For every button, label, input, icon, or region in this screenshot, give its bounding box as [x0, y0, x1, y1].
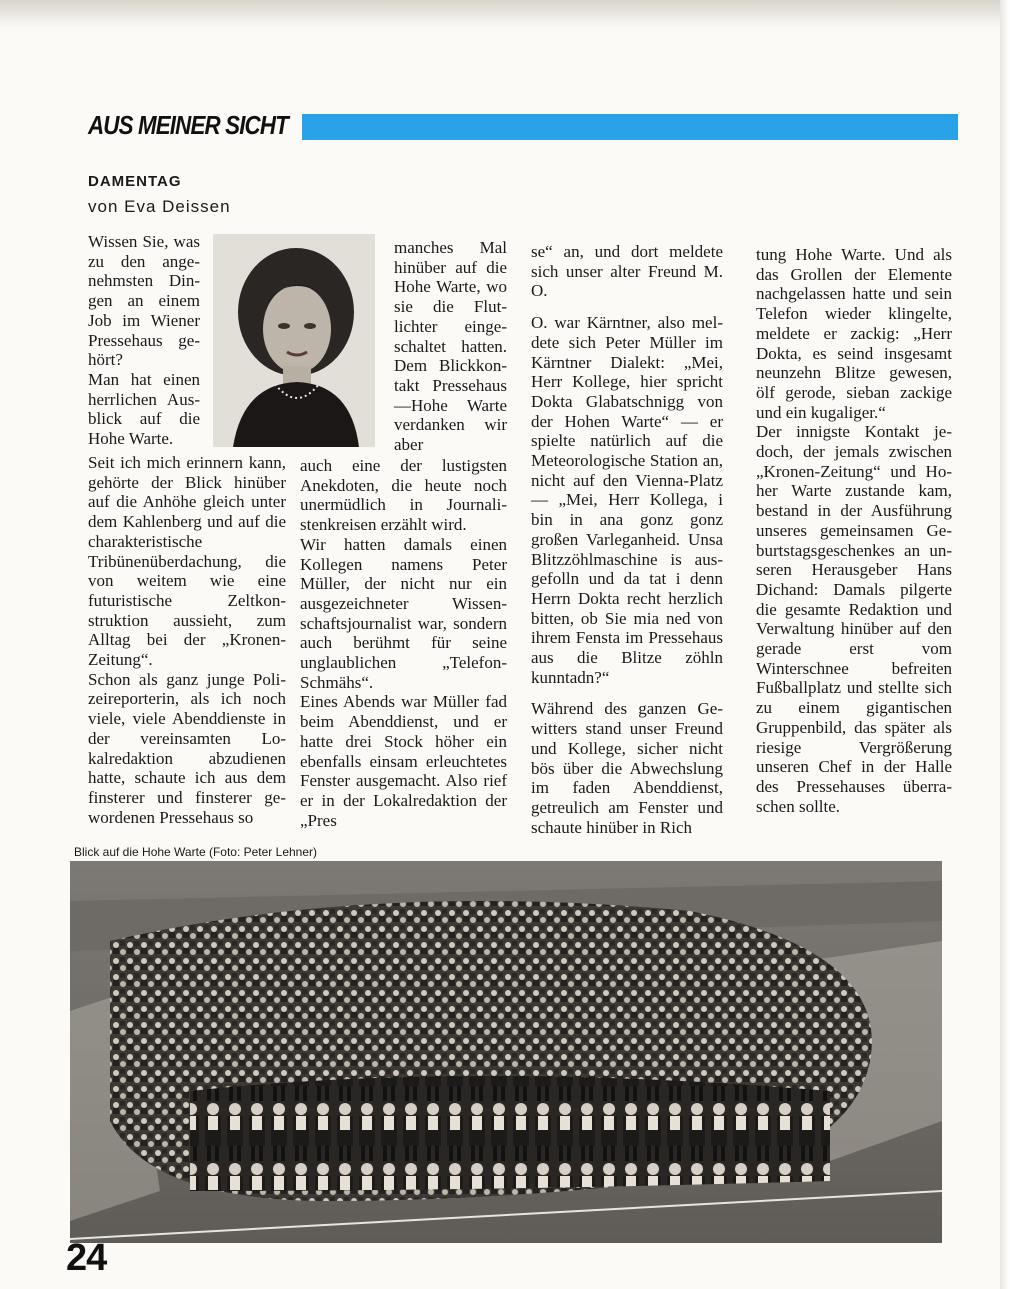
page-edge: [1000, 0, 1010, 1289]
paragraph: manches Mal hinüber auf die Hohe Warte, wo sie die Flutlichter eingeschaltet hatten. Dem Blickkontakt Pressehaus—Hohe Warte verdanken wir aber: [394, 238, 507, 455]
page-top-shadow: [0, 0, 1000, 28]
paragraph: Schon als ganz junge Polizeireporterin, als ich noch viele, viele Abenddienste in der vereinsamten Lokalredaktion abzudienen hatte, schaute ich aus dem finsterer und finsterer gewordenen Pressehaus so: [88, 669, 286, 827]
paragraph: tung Hohe Warte. Und als das Grollen der Elemente nachgelassen hatte und sein Telefon wieder klingelte, meldete er zackig: „Herr Dokta, es seind insgesamt neunzehn Blitze gewesen, ölf gerode, sieban zackige und ein kugaliger.“: [756, 245, 952, 422]
section-accent-bar: [302, 114, 958, 140]
paragraph: auch eine der lustigsten Anekdoten, die heute noch unermüdlich in Journalistenkreisen erzählt wird.: [300, 456, 507, 535]
paragraph: Der innigste Kontakt jedoch, der jemals zwischen „Kronen-Zeitung“ und Hoher Warte zustande kam, bestand in der Ausführung unseres gemeinsamen Geburtstagsgeschenkes an unseren Herausgeber Hans Dichand: Damals pilgerte die gesamte Redaktion und Verwaltung hinüber auf den gerade erst vom Winterschnee befreiten Fußballplatz und stellte sich zu einem gigantischen Gruppenbild, das später als riesige Vergrößerung unseren Chef in der Halle des Pressehauses überraschen sollte.: [756, 422, 952, 816]
group-photo-image: [70, 861, 942, 1243]
paragraph: Man hat einen herrlichen Ausblick auf die Hohe Warte.: [88, 369, 200, 449]
column-2-bottom: [300, 456, 507, 830]
portrait-image: [213, 234, 375, 447]
group-photo: [70, 861, 942, 1243]
paragraph: Wir hatten damals einen Kollegen namens Peter Müller, der nicht nur ein ausgezeichneter Wissenschaftsjournalist war, sondern auch berühmt für seine unglaublichen „Telefon-Schmähs“.: [300, 534, 507, 692]
paragraph: se“ an, und dort meldete sich unser alter Freund M. O.: [531, 242, 723, 301]
column-4: [756, 245, 952, 816]
section-header: [88, 108, 958, 148]
article-kicker: DAMENTAG: [88, 173, 182, 190]
column-1-bottom: [88, 453, 286, 827]
paragraph: Wissen Sie, was zu den angenehmsten Dingen an einem Job im Wiener Pressehaus gehört?: [88, 232, 200, 370]
paragraph: O. war Kärntner, also meldete sich Peter Müller im Kärntner Dialekt: „Mei, Herr Kollege, hier spricht Dokta Glabatschnigg von der Hohen Warte“ — er spielte natürlich auf die Meteorologische Station an, nicht auf den Vienna-Platz — „Mei, Herr Kollega, i bin in ana gonz gonz großen Varleganheid. Unsa Blitzzöhlmaschine is ausgefolln und da tat i denn Herrn Dokta recht herzlich bitten, ob Sie mia ned von ihrem Fensta im Pressehaus aus die Blitze zöhln kunntadn?“: [531, 313, 723, 687]
page-number: 24: [66, 1237, 107, 1279]
section-title: AUS MEINER SICHT: [88, 110, 288, 140]
author-portrait: [213, 234, 375, 447]
paragraph: Seit ich mich erinnern kann, gehörte der Blick hinüber auf die Anhöhe gleich unter dem Kahlenberg und auf die charakteristische Tribünenüberdachung, die von weitem wie eine futuristische Zeltkonstruktion aussieht, zum Alltag bei der „Kronen-Zeitung“.: [88, 453, 286, 670]
column-3: [531, 242, 723, 837]
column-2-top: [394, 238, 507, 455]
paragraph: Eines Abends war Müller fad beim Abenddienst, und er hatte drei Stock höher ein ebenfalls einsam erleuchtetes Fenster ausgemacht. Also rief er in der Lokalredaktion der „Pres: [300, 692, 507, 830]
paragraph: Während des ganzen Gewitters stand unser Freund und Kollege, sicher nicht bös über die Abwechslung im faden Abenddienst, getreulich am Fenster und schaute hinüber in Rich: [531, 699, 723, 837]
column-1-top: [88, 232, 200, 449]
photo-caption: Blick auf die Hohe Warte (Foto: Peter Lehner): [74, 845, 317, 859]
article-byline: von Eva Deissen: [88, 197, 231, 216]
